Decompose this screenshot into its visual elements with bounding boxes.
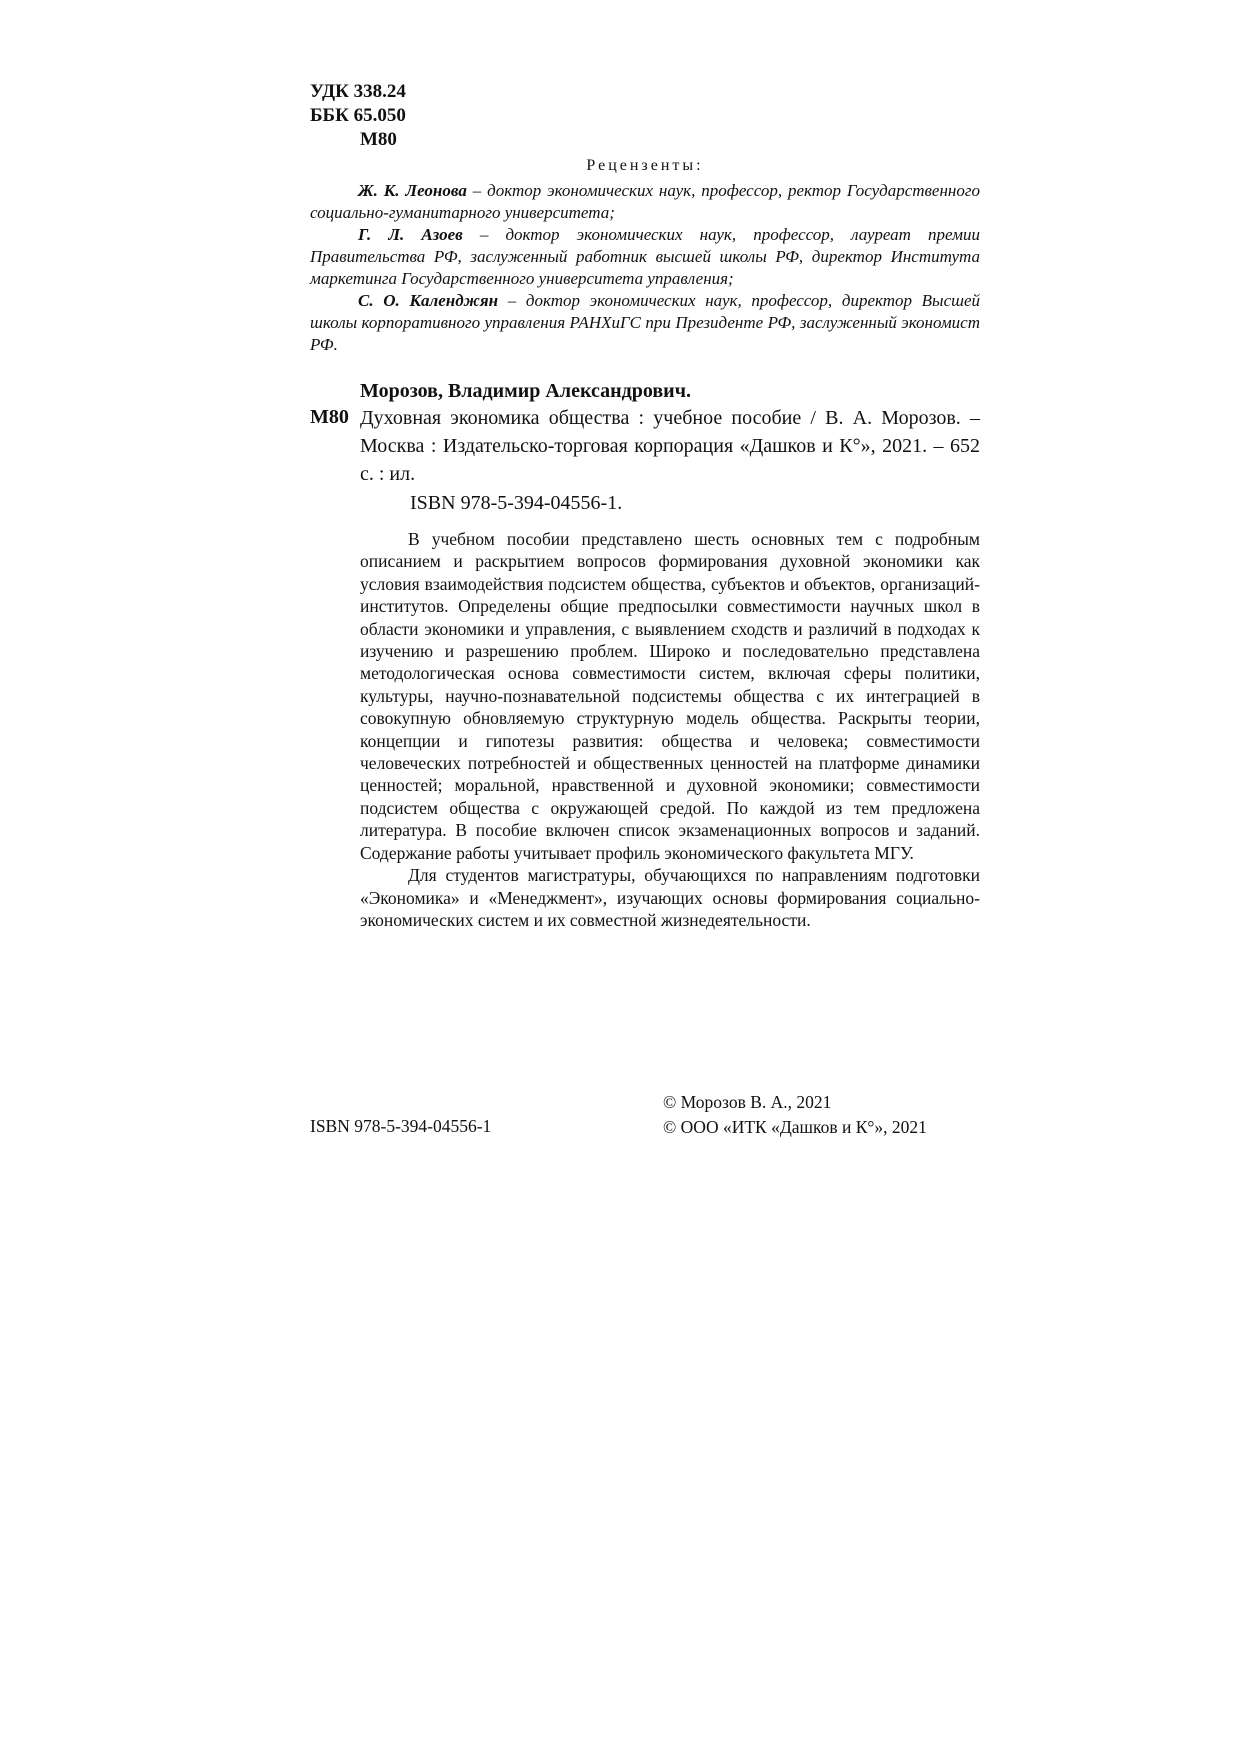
bibliographic-mark: М80: [310, 406, 349, 428]
isbn-footer: ISBN 978-5-394-04556-1: [310, 1116, 492, 1136]
book-author: Морозов, Владимир Александрович.: [360, 380, 691, 402]
reviewer-credentials: – доктор экономических наук, профессор, директор Высшей школы корпоративного управления РАНХиГС при Президенте РФ, заслуженный экономист РФ.: [310, 291, 980, 354]
annotation: [360, 528, 980, 931]
reviewer-entry: [310, 290, 980, 356]
copyright-block: [663, 1090, 927, 1140]
reviewer-name: Ж. К. Леонова: [358, 181, 467, 200]
copyright-publisher: © ООО «ИТК «Дашков и К°», 2021: [663, 1117, 927, 1137]
reviewers-heading: Рецензенты:: [586, 157, 704, 174]
copyright-author: © Морозов В. А., 2021: [663, 1092, 832, 1112]
reviewer-name: Г. Л. Азоев: [358, 225, 463, 244]
reviewer-entry: [310, 224, 980, 290]
annotation-paragraph: В учебном пособии представлено шесть основных тем с подробным описанием и раскрытием вопросов формирования духовной экономики как условия взаимодействия подсистем общества, субъектов и объектов, организаций-институтов. Определены общие предпосылки совместимости научных школ в области экономики и управления, с выявлением сходств и различий в подходах к изучению и разрешению проблем. Широко и последовательно представлена методологическая основа совместимости систем, включая сферы политики, культуры, научно-познавательной подсистемы общества с их интеграцией в совокупную обновляемую структурную модель общества. Раскрыты теории, концепции и гипотезы развития: общества и человека; совместимости человеческих потребностей и общественных ценностей на платформе динамики ценностей; моральной, нравственной и духовной экономики; совместимости подсистем общества с окружающей средой. По каждой из тем предложена литература. В пособие включен список экзаменационных вопросов и заданий. Содержание работы учитывает профиль экономического факультета МГУ.: [360, 529, 980, 863]
reviewer-credentials: – доктор экономических наук, профессор, лауреат премии Правительства РФ, заслуженный работник высшей школы РФ, директор Института маркетинга Государственного университета управления;: [310, 225, 980, 288]
isbn-line: ISBN 978-5-394-04556-1.: [410, 492, 623, 514]
author-mark: М80: [360, 129, 397, 150]
reviewer-credentials: – доктор экономических наук, профессор, ректор Государственного социально-гуманитарного университета;: [310, 181, 980, 222]
reviewer-name: С. О. Календжян: [358, 291, 499, 310]
reviewers-list: [310, 180, 980, 356]
annotation-audience: Для студентов магистратуры, обучающихся по направлениям подготовки «Экономика» и «Менеджмент», изучающих основы формирования социально-экономических систем и их совместной жизнедеятельности.: [360, 865, 980, 930]
bbk-code: ББК 65.050: [310, 105, 406, 126]
bibliographic-description: Духовная экономика общества : учебное пособие / В. А. Морозов. – Москва : Издательско-торговая корпорация «Дашков и К°», 2021. – 652 с. : ил.: [360, 407, 980, 485]
reviewer-entry: [310, 180, 980, 224]
udk-code: УДК 338.24: [310, 81, 406, 102]
